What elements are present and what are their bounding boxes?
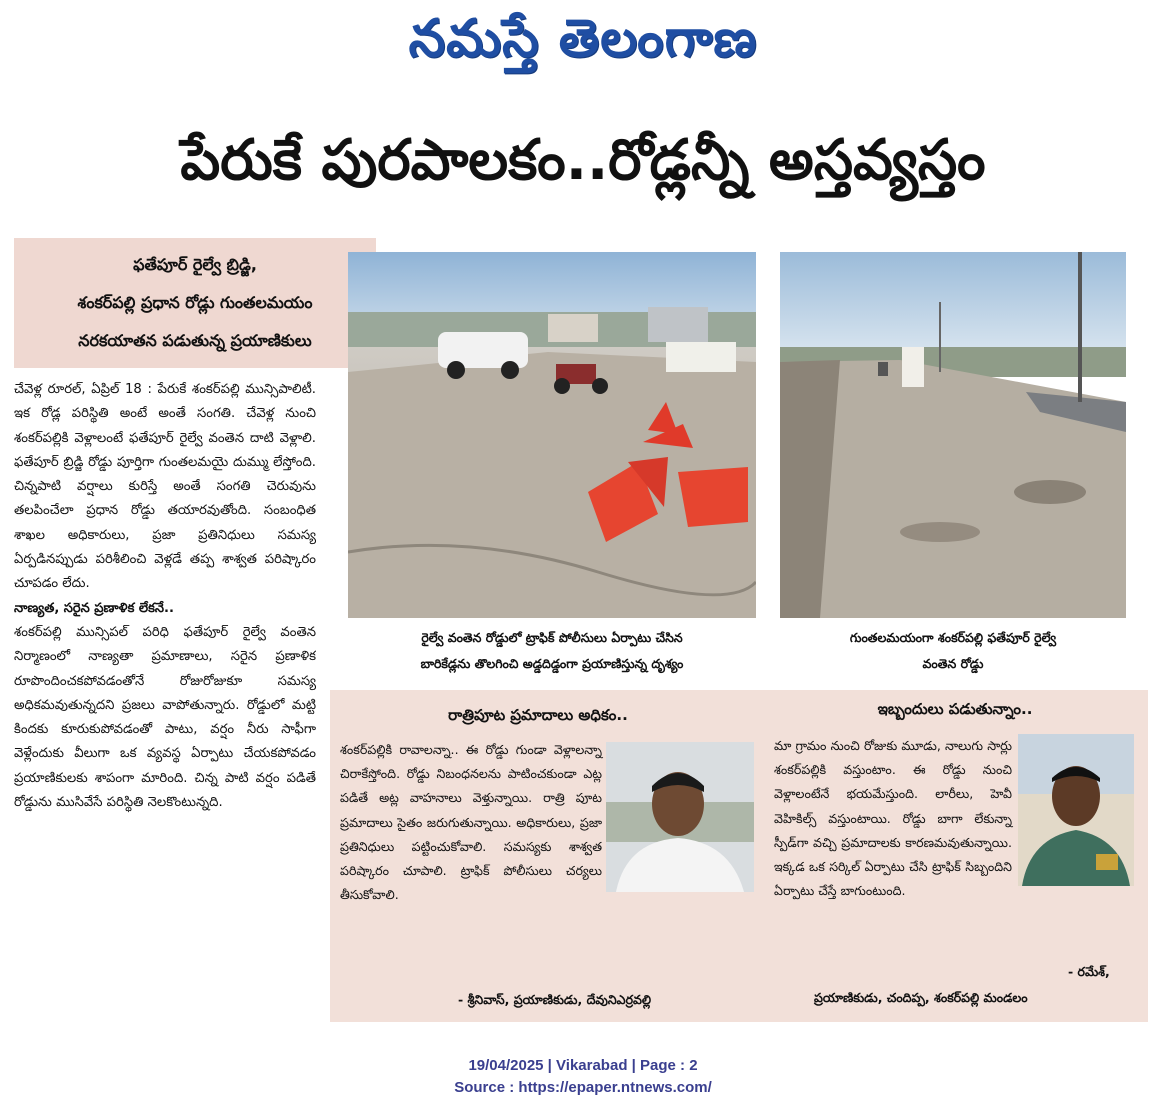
photo-potholed-bridge-road <box>780 252 1126 618</box>
quote-signature: - శ్రీనివాస్, ప్రయాణికుడు, దేవునిఎర్రవల్లి <box>458 992 652 1007</box>
article-body <box>14 378 316 1018</box>
quote-paragraph: శంకర్‌పల్లికి రావాలన్నా.. ఈ రోడ్డు గుండా వెళ్లాలన్నా చిరాకేస్తోంది. రోడ్డు నిబంధనలను పాటించకుండా ఎట్ల పడితే అట్ల వాహనాలు వెళ్తున్నాయి. రాత్రి పూట ప్రమాదాలు సైతం జరుగుతున్నాయి. అధికారులు, ప్రజా ప్రతినిధులు పట్టించుకోవాలి. సమస్యకు శాశ్వత పరిష్కారం చూపాలి. ట్రాఫిక్ పోలీసులు చర్యలు తీసుకోవాలి. <box>340 742 602 903</box>
photo-railway-bridge-barricades <box>348 252 756 618</box>
caption-line: రైల్వే వంతెన రోడ్డులో ట్రాఫిక్ పోలీసులు ఏర్పాటు చేసిన <box>421 630 683 645</box>
quote-paragraph: మా గ్రామం నుంచి రోజుకు మూడు, నాలుగు సార్లు శంకర్‌పల్లికి వస్తుంటాం. ఈ రోడ్డు నుంచి వెళ్లాలంటేనే భయమేస్తుంది. లారీలు, హెవీ వెహికిల్స్ వస్తుంటాయి. రోడ్డు బాగా లేకున్నా స్పీడ్‌గా వచ్చి ప్రమాదాలకు కారణమవుతున్నాయి. ఇక్కడ ఒక సర్కిల్ ఏర్పాటు చేసి ట్రాఫిక్ సిబ్బందిని ఏర్పాటు చేస్తే బాగుంటుంది. <box>774 738 1012 899</box>
quote-signature-detail: ప్రయాణికుడు, చందిప్ప, శంకర్‌పల్లి మండలం <box>814 990 1028 1005</box>
caption-line: వంతెన రోడ్డు <box>922 656 984 671</box>
quote-text <box>340 738 754 988</box>
footer-date-edition: 19/04/2025 | Vikarabad | Page : 2 <box>468 1057 698 1074</box>
caption-line: గుంతలమయంగా శంకర్‌పల్లి ఫతేపూర్ రైల్వే <box>849 630 1057 645</box>
photo-float-spacer <box>602 738 754 896</box>
caption-line: బారికేడ్లను తొలగించి అడ్డదిడ్డంగా ప్రయాణిస్తున్న దృశ్యం <box>420 656 684 671</box>
subheadline-box <box>14 238 376 368</box>
article-subhead: నాణ్యత, సరైన ప్రణాళిక లేకనే.. <box>14 600 174 616</box>
quote-title: రాత్రిపూట ప్రమాదాలు అధికం.. <box>448 706 628 724</box>
quote-signature-name: - రమేశ్, <box>1068 964 1110 979</box>
subheadline-line: నరకయాతన పడుతున్న ప్రయాణికులు <box>78 331 312 350</box>
article-paragraph: శంకర్‌పల్లి మున్సిపల్ పరిధి ఫతేపూర్ రైల్వే వంతెన నిర్మాణంలో నాణ్యతా ప్రమాణాలు, సరైన ప్రణాళిక రూపొందించకపోవడంతోనే రోజురోజుకూ సమస్య అధికమవుతున్నదని ప్రజలు వాపోతున్నారు. రోడ్డులో మట్టి కిందకు కూరుకుపోవడంతో పాటు, వర్షం నీరు సాఫీగా వెళ్లేందుకు వీలుగా ఒక వ్యవస్థ ఏర్పాటు చేయకపోవడం ప్రయాణికులకు శాపంగా మారింది. చిన్న పాటి వర్షం పడితే రోడ్డును ముసివేసే పరిస్థితి నెలకొంటున్నది. <box>14 624 316 811</box>
article-paragraph: చేవెళ్ల రూరల్, ఏప్రిల్ 18 : పేరుకే శంకర్‌పల్లి మున్సిపాలిటీ. ఇక రోడ్ల పరిస్థితి అంటే అంతే సంగతి. చేవెళ్ల నుంచి శంకర్‌పల్లికి వెళ్లాలంటే ఫతేపూర్ రైల్వే వంతెన దాటి వెళ్లాలి. ఫతేపూర్ బ్రిడ్జి రోడ్డు పూర్తిగా గుంతలమయై దుమ్ము లేస్తోంది. చిన్నపాటి వర్షాలు కురిస్తే అంతే సంగతి చెరువును తలపించేలా ప్రధాన రోడ్డు తయారవుతోంది. సంబంధిత శాఖల అధికారులు, ప్రజా ప్రతినిధులు సమస్య ఏర్పడినప్పుడు పరిశీలించి వెళ్లడే తప్ప శాశ్వత పరిష్కారం చూపడం లేదు. <box>14 382 316 592</box>
quote-text <box>774 734 1134 984</box>
photo-float-spacer <box>1012 734 1134 892</box>
photo-caption-right <box>780 625 1126 677</box>
photo-caption-left <box>348 625 756 677</box>
newspaper-masthead: నమస్తే తెలంగాణ <box>408 8 758 69</box>
quote-title: ఇబ్బందులు పడుతున్నాం.. <box>877 700 1033 718</box>
article-headline: పేరుకే పురపాలకం..రోడ్లన్నీ అస్తవ్యస్తం <box>180 128 986 193</box>
footer-source-link[interactable]: Source : https://epaper.ntnews.com/ <box>454 1079 712 1096</box>
subheadline-line: శంకర్‌పల్లి ప్రధాన రోడ్లు గుంతలమయం <box>77 293 313 312</box>
subheadline-line: ఫతేపూర్ రైల్వే బ్రిడ్జి, <box>133 255 257 274</box>
